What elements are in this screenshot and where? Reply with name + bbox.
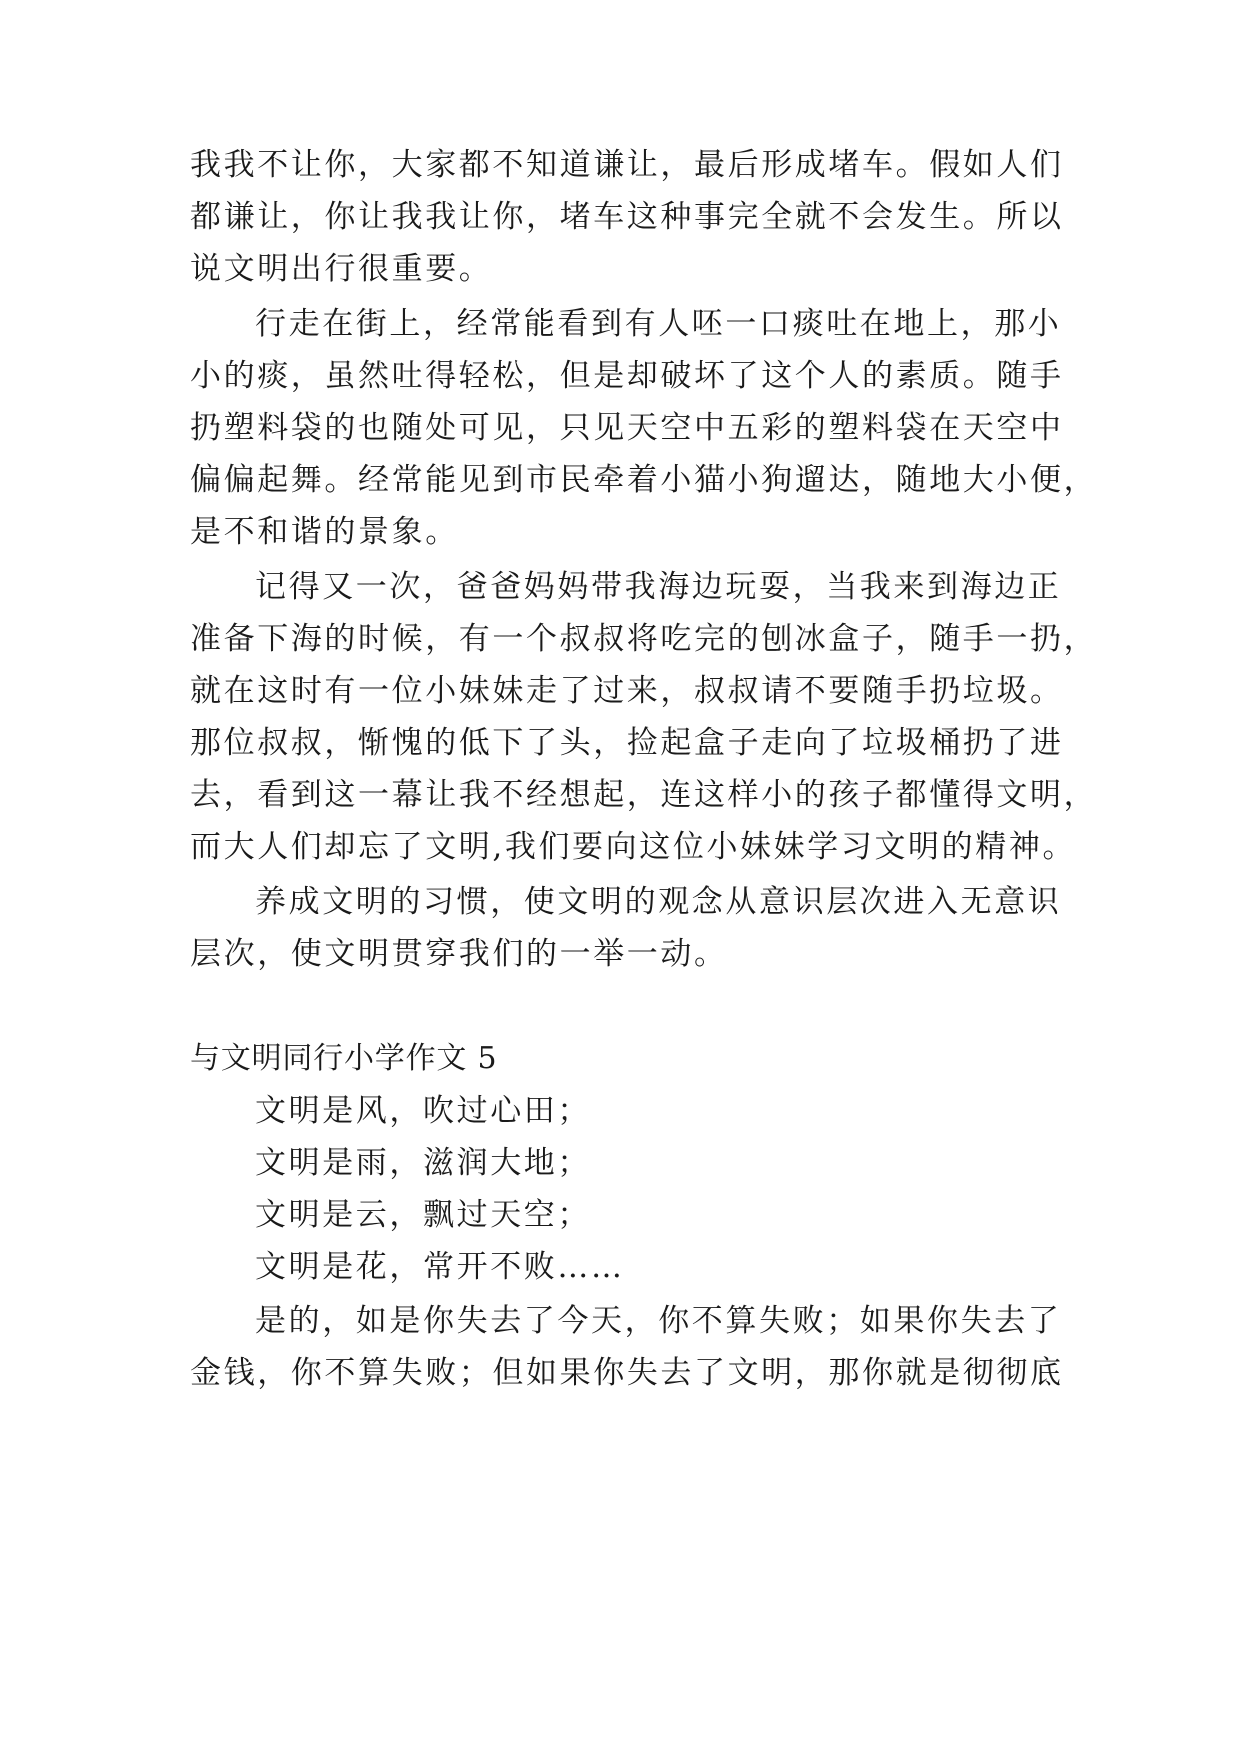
text-line: 金钱，你不算失败；但如果你失去了文明，那你就是彻彻底 — [190, 1355, 1064, 1391]
text-line: 偏偏起舞。经常能见到市民牵着小猫小狗遛达，随地大小便， — [190, 462, 1098, 498]
verse-line: 文明是花，常开不败…… — [255, 1249, 625, 1285]
verse-line: 文明是雨，滋润大地； — [255, 1145, 591, 1181]
text-line: 准备下海的时候，有一个叔叔将吃完的刨冰盒子，随手一扔， — [190, 621, 1098, 657]
text-line: 而大人们却忘了文明,我们要向这位小妹妹学习文明的精神。 — [190, 829, 1077, 865]
section-heading: 与文明同行小学作文 5 — [190, 1041, 498, 1076]
paragraph-start-line: 养成文明的习惯，使文明的观念从意识层次进入无意识 — [255, 884, 1062, 920]
text-line: 都谦让，你让我我让你，堵车这种事完全就不会发生。所以 — [190, 199, 1064, 235]
verse-line: 文明是风，吹过心田； — [255, 1093, 591, 1129]
paragraph-start-line: 记得又一次，爸爸妈妈带我海边玩耍，当我来到海边正 — [255, 569, 1062, 605]
text-line: 我我不让你，大家都不知道谦让，最后形成堵车。假如人们 — [190, 147, 1064, 183]
text-line: 就在这时有一位小妹妹走了过来，叔叔请不要随手扔垃圾。 — [190, 673, 1064, 709]
paragraph-start-line: 行走在街上，经常能看到有人呸一口痰吐在地上，那小 — [255, 306, 1062, 342]
text-line: 小的痰，虽然吐得轻松，但是却破坏了这个人的素质。随手 — [190, 358, 1064, 394]
text-line: 是不和谐的景象。 — [190, 514, 459, 550]
text-line: 层次，使文明贯穿我们的一举一动。 — [190, 936, 728, 972]
text-line: 扔塑料袋的也随处可见，只见天空中五彩的塑料袋在天空中 — [190, 410, 1064, 446]
paragraph-start-line: 是的，如是你失去了今天，你不算失败；如果你失去了 — [255, 1303, 1062, 1339]
text-line: 那位叔叔，惭愧的低下了头，捡起盒子走向了垃圾桶扔了进 — [190, 725, 1064, 761]
text-line: 去，看到这一幕让我不经想起，连这样小的孩子都懂得文明， — [190, 777, 1098, 813]
text-line: 说文明出行很重要。 — [190, 251, 493, 287]
verse-line: 文明是云，飘过天空； — [255, 1197, 591, 1233]
